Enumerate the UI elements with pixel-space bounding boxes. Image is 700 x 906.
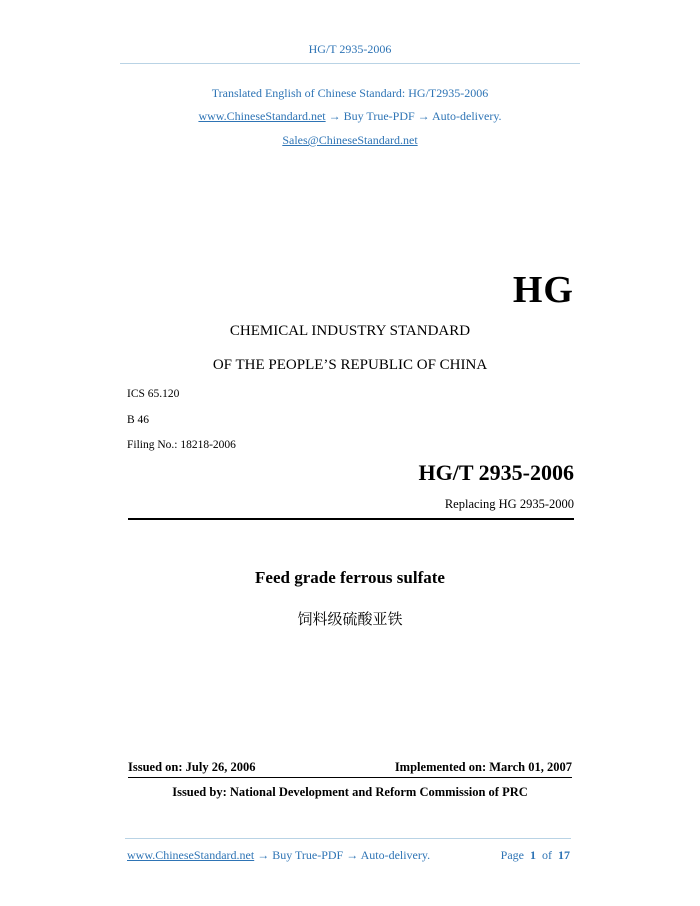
ccs-code: B 46: [127, 414, 150, 426]
email-link[interactable]: Sales@ChineseStandard.net: [282, 133, 418, 147]
purchase-notice: [0, 109, 700, 124]
standard-type-line2: OF THE PEOPLE’S REPUBLIC OF CHINA: [212, 357, 488, 373]
standard-number: HG/T 2935-2006: [418, 460, 574, 485]
title-english: Feed grade ferrous sulfate: [255, 568, 445, 587]
title-chinese: 饲料级硫酸亚铁: [297, 610, 403, 628]
ics-code: ICS 65.120: [127, 388, 180, 400]
header-standard-code: HG/T 2935-2006: [308, 42, 392, 56]
footer-purchase-notice: [127, 848, 430, 863]
email-line: [0, 133, 700, 148]
filing-number: Filing No.: 18218-2006: [127, 439, 236, 451]
page-of: of: [542, 848, 552, 862]
footer-purchase-text: → Buy True-PDF → Auto-delivery.: [257, 848, 431, 862]
page-label: Page: [500, 848, 524, 862]
page-current: 1: [530, 848, 536, 862]
translation-notice: Translated English of Chinese Standard: HG/T2935-2006: [211, 86, 489, 100]
header-divider: [120, 63, 580, 64]
standard-type-line1: CHEMICAL INDUSTRY STANDARD: [229, 323, 471, 339]
footer-divider: [125, 838, 571, 839]
title-divider: [128, 518, 574, 520]
hg-logo-mark: HG: [512, 269, 574, 311]
website-link[interactable]: www.ChineseStandard.net: [198, 109, 326, 123]
purchase-notice-text: → Buy True-PDF → Auto-delivery.: [328, 109, 502, 123]
issuing-authority: Issued by: National Development and Reform Commission of PRC: [172, 785, 528, 799]
page-indicator: [501, 848, 570, 863]
implemented-on-date: Implemented on: March 01, 2007: [394, 760, 572, 774]
page-total: 17: [558, 848, 570, 862]
issued-on-date: Issued on: July 26, 2006: [128, 760, 256, 774]
footer-website-link[interactable]: www.ChineseStandard.net: [127, 848, 255, 862]
dates-divider: [128, 777, 572, 778]
replacing-standard: Replacing HG 2935-2000: [444, 497, 574, 511]
